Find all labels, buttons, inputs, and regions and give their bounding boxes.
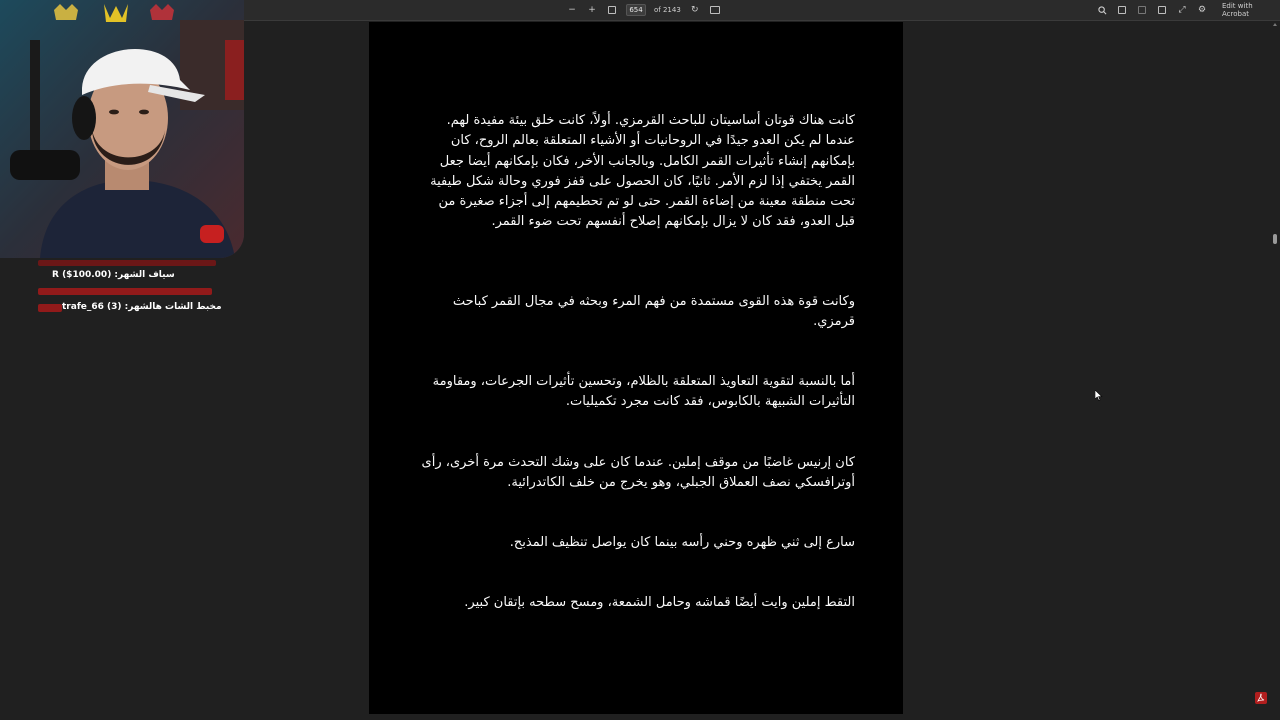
document-paragraph: أما بالنسبة لتقوية التعاويذ المتعلقة بالظلام، وتحسين تأثيرات الجرعات، ومقاومة التأثيرات الشبيهة بالكابوس، فقد كانت مجرد تكميليات. bbox=[432, 374, 855, 410]
toolbar-right-group bbox=[1096, 0, 1280, 20]
search-icon[interactable] bbox=[1096, 3, 1108, 17]
document-paragraph: كانت هناك قوتان أساسيتان للباحث القرمزي. أولاً، كانت خلق بيئة مفيدة لهم. عندما لم يكن العدو جيدًا في الروحانيات أو الأشياء المتعلقة بعالم الروح، كان بإمكانهم إنشاء تأثيرات القمر الكامل. وبالجانب الأخر، فكان بإمكانهم أيضا جعل القمر يختفي إذا لزم الأمر. ثانيًا، كان الحصول على قفز فوري وحالة شكل طيفية تحت منطقة معينة من إضاءة القمر. حتى لو تم تحطيمهم إلى أجزاء صغيرة من قبل العدو، فقد كان لا يزال بإمكانهم إصلاح أنفسهم تحت ضوء القمر. bbox=[430, 113, 855, 230]
vertical-scrollbar[interactable] bbox=[1272, 22, 1278, 712]
top-donor-month-text: سياف الشهر: (100.00$) R bbox=[52, 270, 175, 280]
page-number-input[interactable] bbox=[626, 4, 646, 16]
edit-icon[interactable] bbox=[1156, 3, 1168, 17]
top-chatter-month-text: مخبط الشات هالشهر: trafe_66 (3) bbox=[62, 302, 222, 312]
document-page bbox=[369, 22, 903, 714]
webcam-overlay bbox=[0, 0, 244, 258]
settings-gear-icon[interactable]: ⚙ bbox=[1197, 5, 1207, 15]
edit-with-acrobat-button[interactable] bbox=[1222, 3, 1280, 17]
overlay-red-strip bbox=[38, 304, 62, 312]
document-paragraph: التقط إملين وايت أيضًا قماشه وحامل الشمعة، ومسح سطحه بإتقان كبير. bbox=[464, 595, 855, 610]
zoom-out-button[interactable]: − bbox=[568, 5, 576, 15]
page-total-label: of 2143 bbox=[654, 6, 681, 14]
fit-page-icon[interactable] bbox=[606, 3, 618, 17]
acrobat-icon[interactable] bbox=[1255, 692, 1267, 704]
document-paragraph: وكانت قوة هذه القوى مستمدة من فهم المرء وبحثه في مجال القمر كباحث قرمزي. bbox=[452, 294, 855, 330]
page-view-icon[interactable] bbox=[709, 3, 721, 17]
stream-stats-overlay bbox=[0, 258, 244, 318]
overlay-red-strip bbox=[38, 260, 216, 266]
scroll-up-arrow-icon[interactable] bbox=[1273, 22, 1277, 26]
print-icon[interactable] bbox=[1116, 3, 1128, 17]
document-paragraph: سارع إلى ثني ظهره وحني رأسه بينما كان يواصل تنظيف المذبح. bbox=[509, 535, 855, 550]
scroll-thumb[interactable] bbox=[1273, 234, 1277, 244]
save-icon[interactable] bbox=[1136, 3, 1148, 17]
streamer-webcam-image bbox=[0, 0, 244, 258]
fullscreen-icon[interactable]: ⤢ bbox=[1178, 5, 1186, 15]
overlay-red-strip bbox=[38, 288, 212, 295]
document-paragraph: كان إرنيس غاضبًا من موقف إملين. عندما كان على وشك التحدث مرة أخرى، رأى أوترافسكي نصف العملاق الجبلي، وهو يخرج من خلف الكاتدرائية. bbox=[421, 455, 855, 491]
rotate-icon[interactable]: ↻ bbox=[691, 5, 699, 15]
edit-with-acrobat-label: Edit with Acrobat bbox=[1222, 2, 1253, 18]
toolbar-center-group bbox=[566, 0, 721, 20]
zoom-in-button[interactable]: + bbox=[588, 5, 596, 15]
mouse-cursor-icon bbox=[1095, 390, 1103, 401]
